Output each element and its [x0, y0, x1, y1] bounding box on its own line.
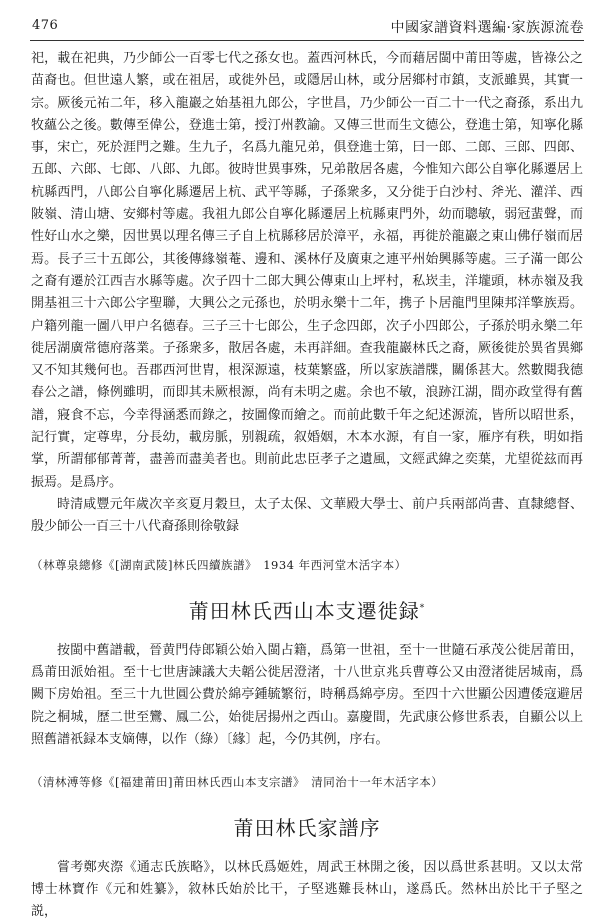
body-paragraph: 按閩中舊譜載，晉黄門侍郎穎公始入閩占籍，爲第一世祖，至十一世隨石承茂公徙居莆田，爲莆田派始祖。至十七世唐諫議大夫韜公徙居澄渚，十八世京兆兵曹尊公又由澄渚徙居城南，爲闕下房始祖。至三十九世圓公費於綿亭鍾毓繁衍，時稱爲綿亭房。至四十六世顯公因遭倭寇避居院之桐城，歷二世至鸞、鳳二公，始徙居揚州之西山。嘉慶間，先武康公修世系表，自顯公以上照舊譜祇録本支嫡傳，以作（綠）〔緣〕起，今仍其例，序右。: [31, 642, 583, 748]
footnote-mark: *: [419, 602, 426, 613]
heading-text: 莆田林氏西山本支遷徙録: [188, 598, 420, 623]
colophon-paragraph: 時清咸豐元年歲次辛亥夏月穀旦，太子太保、文華殿大學士、前户兵兩部尚書、直隸總督、殷少師公一百三十八代裔孫則徐敬録: [31, 496, 583, 535]
body-paragraph: 嘗考鄭夾漈《通志氏族略》，以林氏爲姬姓，周武王林開之後，因以爲世系甚明。又以太常博士林寶作《元和姓纂》，敘林氏始於比干，子堅逃難長林山，遂爲氏。然林出於比干子堅之説，: [31, 859, 583, 920]
running-title: 中國家譜資料選編·家族源流卷: [390, 20, 584, 36]
body-paragraph: 祀，載在祀典，乃少師公一百零七代之孫女也。蓋西河林氏，今而藉居閩中莆田等處，皆祿公之苗裔也。但世遠人繁，或在祖居，或徙外邑，或隱居山林，或分居鄉村市鎮，支派雖異，其實一宗。厥後元祐二年，移入龍巖之始基祖九郎公，字世昌，乃少師公一百二十一代之裔孫，系出九牧蘊公之後。數傳至偉公，登進士第，授汀州教諭。又傳三世而生文德公，登進士第，知寧化縣事，宋亡，死於涯門之難。生九子，名爲九龍兄弟，俱登進士第，曰一郎、二郎、三郎、四郎、五郎、六郎、七郎、八郎、九郎。彼時世異事殊，兄弟散居各處，今惟知六郎公自寧化縣遷居上杭縣西門，八郎公自寧化縣遷居上杭、武平等縣，子孫衆多，又分徙于白沙村、斧光、灌洋、西陂嶺、清山塘、安鄉村等處。我祖九郎公自寧化縣遷居上杭縣東門外，幼而聰敏，弱冠蜚聲，而性好山水之樂，因世異以理名傳三子自上杭縣移居於漳平，永福，再徙於龍巖之東山佛仔嶺而居焉。長子三十五郎公，其後傳緣嶺菴、邊和、溪林仔及廣東之連平州始興縣等處。三子滿一郎公之裔有遷於江西吉水縣等處。次子四十二郎大興公傳東山上坪村，私崁圭，洋壠頭，林赤嶺及我開基祖三十六郎公字聖聯，大興公之元孫也，於明永樂十二年，携子卜居龍門里陳邦洋擎族焉。户籍列龍一圖八甲户名德春。三子三十七郎公，生子念四郎，次子小四郎公，子孫於明永樂二年徙居湖廣常德府落業。子孫衆多，散居各處，未再詳細。查我龍巖林氏之裔，厥後徙於異省異鄉又不知其幾何也。吾郡西河世胄，根深源遠，枝葉繁盛，所以家族譜牒，關係甚大。然數閱我德春公之譜，條例雖明，而即其未厥根源，尚有未明之處。余也不敏，浪跡江湖，間亦政堂得有舊譜，寢食不忘，今幸得涵悉而錄之，按圖像而繪之。而前此數千年之紀述源流，皆所以昭世系，記行實，定尊卑，分長幼，載房脈，别親疏，叙婚姻，木本水源，有自一家，雁序有秩，明如指掌，所謂郁郁菁菁，盡善而盡美者也。則前此忠臣孝子之遺風，文經武緯之奕葉，尤望從玆而再振焉。是爲序。: [31, 51, 583, 490]
page-number: 476: [32, 18, 59, 33]
source-citation: （清林溥等修《[福建莆田]莆田林氏西山本支宗譜》 清同治十一年木活字本）: [31, 774, 444, 789]
page-body: [31, 48, 583, 924]
section-heading: 莆田林氏家譜序: [233, 815, 381, 840]
section-heading: [31, 595, 583, 624]
source-citation: （林尊泉總修《[湖南武陵]林氏四續族譜》 1934 年西河堂木活字本）: [31, 557, 407, 572]
running-header: [30, 14, 584, 41]
